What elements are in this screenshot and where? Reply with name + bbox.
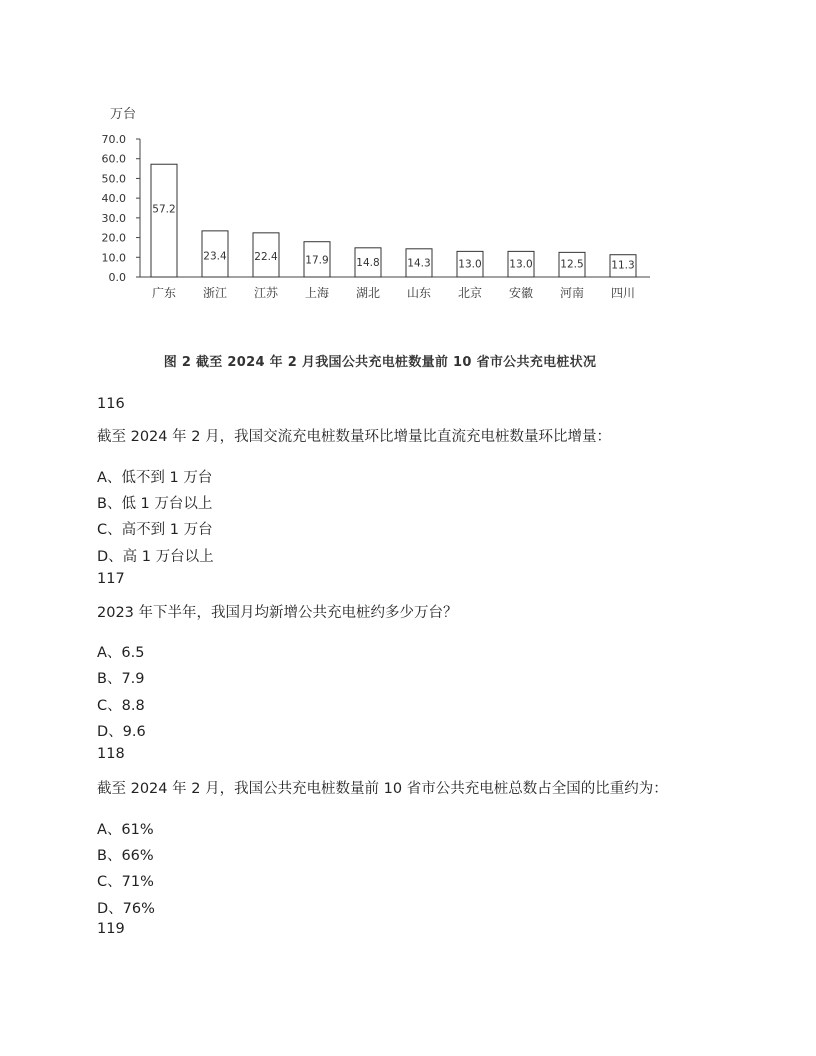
option-d[interactable]: D、9.6	[97, 724, 146, 740]
figure-caption: 图 2 截至 2024 年 2 月我国公共充电桩数量前 10 省市公共充电桩状况	[163, 355, 597, 370]
bar-value-label: 23.4	[203, 250, 227, 263]
option-d[interactable]: D、76%	[97, 901, 155, 917]
y-tick-label: 60.0	[101, 152, 126, 166]
question-number: 116	[97, 396, 125, 412]
x-category-label: 上海	[304, 286, 330, 300]
option-a[interactable]: A、6.5	[97, 645, 145, 661]
option-b[interactable]: B、7.9	[97, 671, 145, 687]
option-c[interactable]: C、高不到 1 万台	[97, 522, 213, 538]
y-axis-ticks	[102, 133, 141, 284]
question-number: 117	[97, 571, 125, 587]
bar-value-label: 12.5	[560, 258, 584, 271]
option-a[interactable]: A、61%	[97, 822, 154, 838]
question-number: 119	[97, 921, 125, 937]
bar-value-label: 22.4	[254, 251, 278, 264]
bar-value-label: 13.0	[509, 258, 533, 271]
y-tick-label: 10.0	[101, 251, 126, 265]
y-tick-label: 40.0	[101, 192, 126, 206]
question-text: 截至 2024 年 2 月，我国公共充电桩数量前 10 省市公共充电桩总数占全国的比重约为：	[97, 781, 668, 797]
x-category-label: 安徽	[508, 286, 534, 300]
x-category-label: 北京	[457, 286, 483, 300]
y-tick-label: 30.0	[101, 211, 126, 225]
bar	[151, 164, 177, 277]
x-category-label: 山东	[406, 286, 432, 300]
x-category-label: 湖北	[355, 286, 381, 300]
x-category-label: 江苏	[253, 286, 279, 300]
y-tick-label: 0.0	[108, 271, 126, 284]
bar-value-label: 14.3	[407, 257, 431, 270]
bar-value-label: 14.8	[356, 256, 380, 269]
bar-value-label: 17.9	[305, 254, 329, 267]
option-d[interactable]: D、高 1 万台以上	[97, 549, 214, 565]
option-c[interactable]: C、71%	[97, 874, 154, 890]
bar-value-label: 57.2	[152, 203, 176, 216]
question-number: 118	[97, 746, 125, 762]
option-b[interactable]: B、66%	[97, 848, 154, 864]
option-b[interactable]: B、低 1 万台以上	[97, 496, 213, 512]
x-category-label: 河南	[559, 286, 585, 300]
x-axis-labels	[152, 285, 635, 300]
x-category-label: 广东	[151, 286, 177, 300]
option-c[interactable]: C、8.8	[97, 698, 145, 714]
y-tick-label: 20.0	[101, 231, 126, 245]
question-text: 2023 年下半年，我国月均新增公共充电桩约多少万台？	[97, 605, 458, 621]
y-tick-label: 70.0	[101, 133, 126, 146]
bar-value-label: 11.3	[611, 259, 635, 272]
y-axis-unit-label: 万台	[110, 107, 137, 122]
y-tick-label: 50.0	[101, 172, 126, 186]
bar-value-label: 13.0	[458, 258, 482, 271]
x-category-label: 四川	[610, 286, 636, 300]
bar-chart	[0, 0, 816, 340]
question-text: 截至 2024 年 2 月，我国交流充电桩数量环比增量比直流充电桩数量环比增量：	[97, 429, 612, 445]
option-a[interactable]: A、低不到 1 万台	[97, 470, 213, 486]
x-category-label: 浙江	[202, 286, 228, 300]
